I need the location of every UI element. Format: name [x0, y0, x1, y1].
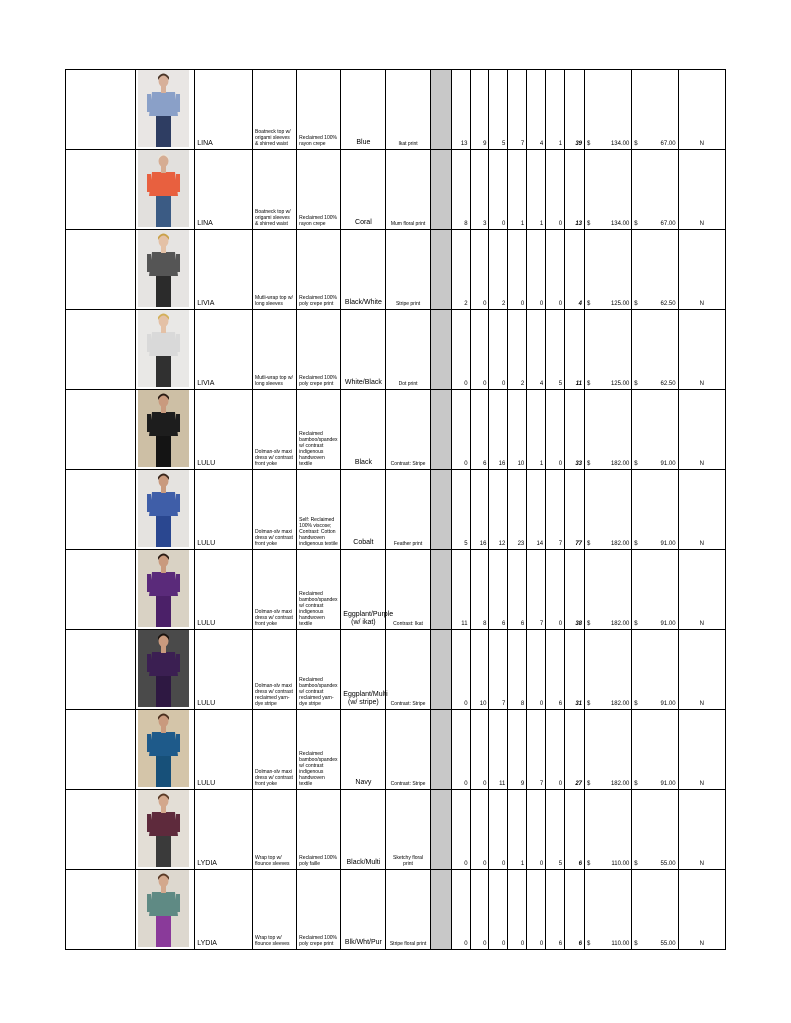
style-description: Mutli-wrap top w/ long sleeves: [253, 310, 297, 390]
color-name: Blk/Wht/Pur: [341, 870, 386, 950]
style-description: Boatneck top w/ origami sleeves & shirred waist: [253, 150, 297, 230]
size-qty: 1: [527, 390, 546, 470]
size-qty: 0: [489, 790, 508, 870]
separator-column: [430, 70, 451, 150]
product-photo: [136, 310, 195, 390]
size-qty: 10: [508, 390, 527, 470]
line-sheet-body: [66, 70, 726, 950]
size-qty: 0: [508, 870, 527, 950]
size-qty: 10: [470, 630, 489, 710]
retail-price: [585, 550, 632, 630]
product-photo: [136, 470, 195, 550]
currency-symbol: $: [587, 941, 591, 947]
table-row: [66, 470, 726, 550]
style-name: LULU: [195, 630, 253, 710]
size-qty: 6: [489, 550, 508, 630]
model-photo-image: [138, 870, 189, 947]
wholesale-price: [632, 470, 678, 550]
model-photo-image: [138, 630, 189, 707]
size-qty: 2: [489, 230, 508, 310]
print-name: Dot print: [386, 310, 430, 390]
table-row: [66, 550, 726, 630]
style-name: LULU: [195, 710, 253, 790]
currency-symbol: $: [634, 381, 638, 387]
table-row: [66, 70, 726, 150]
line-sheet-table: [65, 69, 726, 950]
separator-column: [430, 230, 451, 310]
size-qty: 0: [470, 710, 489, 790]
size-qty: 7: [508, 70, 527, 150]
size-qty: 0: [451, 390, 470, 470]
status-flag: N: [678, 630, 725, 710]
print-name: Contrast: Stripe: [386, 710, 430, 790]
product-photo: [136, 230, 195, 310]
total-qty: 77: [565, 470, 585, 550]
style-name: LYDIA: [195, 870, 253, 950]
separator-column: [430, 870, 451, 950]
retail-price: [585, 870, 632, 950]
color-name: Black/White: [341, 230, 386, 310]
model-photo-image: [138, 230, 189, 307]
size-qty: 1: [546, 70, 565, 150]
fabric-content: Reclaimed 100% poly crepe print: [297, 310, 341, 390]
separator-column: [430, 630, 451, 710]
wholesale-price: [632, 390, 678, 470]
currency-symbol: $: [587, 221, 591, 227]
size-qty: 0: [489, 150, 508, 230]
size-qty: 0: [527, 230, 546, 310]
blank-cell: [66, 630, 136, 710]
table-row: [66, 310, 726, 390]
product-photo: [136, 70, 195, 150]
table-row: [66, 790, 726, 870]
wholesale-price-value: 67.00: [660, 221, 676, 227]
status-flag: N: [678, 870, 725, 950]
separator-column: [430, 470, 451, 550]
retail-price-value: 182.00: [610, 701, 630, 707]
style-description: Dolman-slv maxi dress w/ contrast reclaimed yarn-dye stripe: [253, 630, 297, 710]
size-qty: 0: [546, 550, 565, 630]
size-qty: 6: [470, 390, 489, 470]
size-qty: 8: [451, 150, 470, 230]
wholesale-price: [632, 870, 678, 950]
total-qty: 11: [565, 310, 585, 390]
separator-column: [430, 790, 451, 870]
currency-symbol: $: [587, 701, 591, 707]
status-flag: N: [678, 710, 725, 790]
retail-price: [585, 310, 632, 390]
retail-price: [585, 230, 632, 310]
size-qty: 12: [489, 470, 508, 550]
print-name: Mum floral print: [386, 150, 430, 230]
style-description: Mutli-wrap top w/ long sleeves: [253, 230, 297, 310]
blank-cell: [66, 150, 136, 230]
size-qty: 2: [451, 230, 470, 310]
currency-symbol: $: [587, 541, 591, 547]
size-qty: 6: [508, 550, 527, 630]
blank-cell: [66, 310, 136, 390]
size-qty: 0: [451, 790, 470, 870]
size-qty: 6: [546, 630, 565, 710]
blank-cell: [66, 790, 136, 870]
status-flag: N: [678, 150, 725, 230]
size-qty: 0: [527, 630, 546, 710]
wholesale-price-value: 91.00: [660, 701, 676, 707]
size-qty: 0: [470, 870, 489, 950]
size-qty: 1: [527, 150, 546, 230]
wholesale-price-value: 62.50: [660, 381, 676, 387]
table-row: [66, 710, 726, 790]
size-qty: 9: [508, 710, 527, 790]
product-photo: [136, 150, 195, 230]
size-qty: 13: [451, 70, 470, 150]
product-photo: [136, 550, 195, 630]
currency-symbol: $: [634, 701, 638, 707]
retail-price: [585, 470, 632, 550]
currency-symbol: $: [587, 781, 591, 787]
currency-symbol: $: [634, 141, 638, 147]
fabric-content: Reclaimed 100% poly crepe print: [297, 230, 341, 310]
style-description: Dolman-slv maxi dress w/ contrast front yoke: [253, 710, 297, 790]
table-row: [66, 870, 726, 950]
style-name: LULU: [195, 550, 253, 630]
size-qty: 16: [470, 470, 489, 550]
wholesale-price-value: 62.50: [660, 301, 676, 307]
retail-price-value: 182.00: [610, 621, 630, 627]
retail-price: [585, 790, 632, 870]
size-qty: 5: [546, 310, 565, 390]
size-qty: 7: [546, 470, 565, 550]
wholesale-price-value: 91.00: [660, 461, 676, 467]
product-photo: [136, 710, 195, 790]
status-flag: N: [678, 310, 725, 390]
currency-symbol: $: [634, 461, 638, 467]
size-qty: 0: [546, 390, 565, 470]
currency-symbol: $: [634, 221, 638, 227]
retail-price-value: 182.00: [610, 461, 630, 467]
color-name: Navy: [341, 710, 386, 790]
separator-column: [430, 710, 451, 790]
print-name: Stripe floral print: [386, 870, 430, 950]
style-name: LULU: [195, 470, 253, 550]
separator-column: [430, 550, 451, 630]
total-qty: 6: [565, 870, 585, 950]
currency-symbol: $: [634, 621, 638, 627]
size-qty: 1: [508, 150, 527, 230]
currency-symbol: $: [634, 541, 638, 547]
size-qty: 4: [527, 310, 546, 390]
retail-price: [585, 630, 632, 710]
style-name: LIVIA: [195, 310, 253, 390]
product-photo: [136, 390, 195, 470]
size-qty: 5: [489, 70, 508, 150]
total-qty: 4: [565, 230, 585, 310]
style-description: Wrap top w/ flounce sleeves: [253, 790, 297, 870]
size-qty: 23: [508, 470, 527, 550]
style-description: Boatneck top w/ origami sleeves & shirred waist: [253, 70, 297, 150]
wholesale-price: [632, 550, 678, 630]
total-qty: 6: [565, 790, 585, 870]
fabric-content: Self: Reclaimed 100% viscose; Contrast: Cotton handwoven indigenous textile: [297, 470, 341, 550]
model-photo-image: [138, 70, 189, 147]
style-name: LIVIA: [195, 230, 253, 310]
wholesale-price-value: 91.00: [660, 541, 676, 547]
retail-price-value: 182.00: [610, 541, 630, 547]
wholesale-price-value: 91.00: [660, 621, 676, 627]
model-photo-image: [138, 550, 189, 627]
color-name: White/Black: [341, 310, 386, 390]
color-name: Coral: [341, 150, 386, 230]
model-photo-image: [138, 790, 189, 867]
size-qty: 5: [451, 470, 470, 550]
color-name: Eggplant/Multi (w/ stripe): [341, 630, 386, 710]
model-photo-image: [138, 310, 189, 387]
print-name: Contrast: Stripe: [386, 630, 430, 710]
style-name: LINA: [195, 150, 253, 230]
size-qty: 0: [451, 630, 470, 710]
size-qty: 0: [470, 790, 489, 870]
blank-cell: [66, 870, 136, 950]
size-qty: 0: [546, 230, 565, 310]
currency-symbol: $: [587, 141, 591, 147]
wholesale-price-value: 55.00: [660, 941, 676, 947]
table-row: [66, 230, 726, 310]
retail-price-value: 134.00: [610, 221, 630, 227]
currency-symbol: $: [587, 461, 591, 467]
separator-column: [430, 390, 451, 470]
size-qty: 8: [470, 550, 489, 630]
wholesale-price: [632, 710, 678, 790]
size-qty: 7: [489, 630, 508, 710]
table-row: [66, 630, 726, 710]
currency-symbol: $: [634, 301, 638, 307]
size-qty: 7: [527, 710, 546, 790]
size-qty: 3: [470, 150, 489, 230]
size-qty: 0: [489, 870, 508, 950]
size-qty: 6: [546, 870, 565, 950]
size-qty: 5: [546, 790, 565, 870]
retail-price-value: 134.00: [610, 141, 630, 147]
retail-price: [585, 70, 632, 150]
fabric-content: Reclaimed 100% poly crepe print: [297, 870, 341, 950]
size-qty: 0: [470, 310, 489, 390]
fabric-content: Reclaimed bamboo/spandex w/ contrast indigenous handwoven textile: [297, 710, 341, 790]
total-qty: 13: [565, 150, 585, 230]
size-qty: 0: [546, 150, 565, 230]
model-photo-image: [138, 710, 189, 787]
size-qty: 4: [527, 70, 546, 150]
blank-cell: [66, 390, 136, 470]
retail-price-value: 182.00: [610, 781, 630, 787]
color-name: Cobalt: [341, 470, 386, 550]
print-name: Feather print: [386, 470, 430, 550]
total-qty: 38: [565, 550, 585, 630]
print-name: Stripe print: [386, 230, 430, 310]
blank-cell: [66, 710, 136, 790]
wholesale-price: [632, 790, 678, 870]
size-qty: 0: [451, 310, 470, 390]
size-qty: 0: [470, 230, 489, 310]
product-photo: [136, 630, 195, 710]
wholesale-price: [632, 70, 678, 150]
retail-price-value: 125.00: [610, 381, 630, 387]
color-name: Black: [341, 390, 386, 470]
status-flag: N: [678, 470, 725, 550]
total-qty: 33: [565, 390, 585, 470]
size-qty: 0: [527, 870, 546, 950]
table-row: [66, 150, 726, 230]
currency-symbol: $: [587, 301, 591, 307]
size-qty: 0: [527, 790, 546, 870]
fabric-content: Reclaimed 100% rayon crepe: [297, 150, 341, 230]
wholesale-price: [632, 630, 678, 710]
currency-symbol: $: [634, 861, 638, 867]
color-name: Blue: [341, 70, 386, 150]
style-description: Dolman-slv maxi dress w/ contrast front yoke: [253, 550, 297, 630]
fabric-content: Reclaimed bamboo/spandex w/ contrast indigenous handwoven textile: [297, 390, 341, 470]
size-qty: 11: [489, 710, 508, 790]
blank-cell: [66, 230, 136, 310]
status-flag: N: [678, 230, 725, 310]
currency-symbol: $: [634, 941, 638, 947]
blank-cell: [66, 470, 136, 550]
status-flag: N: [678, 790, 725, 870]
print-name: Sketchy floral print: [386, 790, 430, 870]
blank-cell: [66, 550, 136, 630]
status-flag: N: [678, 550, 725, 630]
style-description: Dolman-slv maxi dress w/ contrast front yoke: [253, 470, 297, 550]
product-photo: [136, 870, 195, 950]
retail-price: [585, 150, 632, 230]
size-qty: 0: [451, 710, 470, 790]
size-qty: 2: [508, 310, 527, 390]
model-photo-image: [138, 150, 189, 227]
size-qty: 1: [508, 790, 527, 870]
fabric-content: Reclaimed bamboo/spandex w/ contrast indigenous handwoven textile: [297, 550, 341, 630]
style-description: Wrap top w/ flounce sleeves: [253, 870, 297, 950]
size-qty: 7: [527, 550, 546, 630]
style-name: LINA: [195, 70, 253, 150]
style-description: Dolman-slv maxi dress w/ contrast front yoke: [253, 390, 297, 470]
currency-symbol: $: [587, 381, 591, 387]
wholesale-price: [632, 310, 678, 390]
fabric-content: Reclaimed bamboo/spandex w/ contrast reclaimed yarn-dye stripe: [297, 630, 341, 710]
table-row: [66, 390, 726, 470]
status-flag: N: [678, 70, 725, 150]
total-qty: 27: [565, 710, 585, 790]
style-name: LULU: [195, 390, 253, 470]
print-name: Contrast: Stripe: [386, 390, 430, 470]
print-name: Contrast: Ikat: [386, 550, 430, 630]
size-qty: 11: [451, 550, 470, 630]
wholesale-price: [632, 150, 678, 230]
color-name: Black/Multi: [341, 790, 386, 870]
retail-price-value: 125.00: [610, 301, 630, 307]
size-qty: 14: [527, 470, 546, 550]
retail-price-value: 110.00: [611, 941, 630, 947]
product-photo: [136, 790, 195, 870]
size-qty: 0: [451, 870, 470, 950]
wholesale-price-value: 91.00: [660, 781, 676, 787]
total-qty: 39: [565, 70, 585, 150]
size-qty: 9: [470, 70, 489, 150]
wholesale-price-value: 55.00: [660, 861, 676, 867]
separator-column: [430, 310, 451, 390]
fabric-content: Reclaimed 100% poly faille: [297, 790, 341, 870]
fabric-content: Reclaimed 100% rayon crepe: [297, 70, 341, 150]
size-qty: 8: [508, 630, 527, 710]
retail-price: [585, 390, 632, 470]
wholesale-price-value: 67.00: [660, 141, 676, 147]
style-name: LYDIA: [195, 790, 253, 870]
size-qty: 0: [546, 710, 565, 790]
currency-symbol: $: [587, 861, 591, 867]
print-name: Ikat print: [386, 70, 430, 150]
size-qty: 0: [508, 230, 527, 310]
model-photo-image: [138, 470, 189, 547]
model-photo-image: [138, 390, 189, 467]
retail-price: [585, 710, 632, 790]
size-qty: 16: [489, 390, 508, 470]
total-qty: 31: [565, 630, 585, 710]
separator-column: [430, 150, 451, 230]
retail-price-value: 110.00: [611, 861, 630, 867]
currency-symbol: $: [587, 621, 591, 627]
currency-symbol: $: [634, 781, 638, 787]
blank-cell: [66, 70, 136, 150]
status-flag: N: [678, 390, 725, 470]
size-qty: 0: [489, 310, 508, 390]
color-name: Eggplant/Purple (w/ ikat): [341, 550, 386, 630]
wholesale-price: [632, 230, 678, 310]
